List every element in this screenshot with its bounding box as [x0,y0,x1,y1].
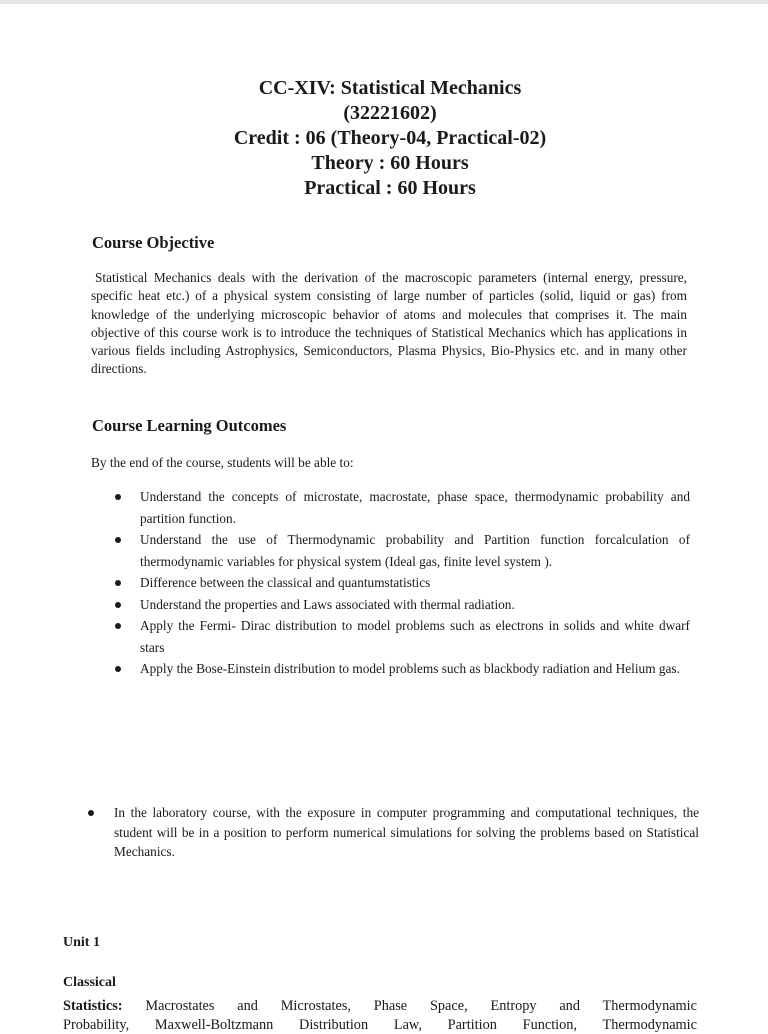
list-item: Apply the Bose-Einstein distribution to model problems such as blackbody radiation and Helium gas. [114,658,690,680]
list-item: Understand the use of Thermodynamic probability and Partition function forcalculation of thermodynamic variables for physical system (Ideal gas, finite level system ). [114,529,690,572]
theory-hours: Theory : 60 Hours [311,152,469,174]
list-item: Apply the Fermi- Dirac distribution to model problems such as electrons in solids and white dwarf stars [114,615,690,658]
unit-sub-label: Classical [63,975,116,990]
statistics-label: Statistics: [63,998,123,1014]
list-item: Understand the properties and Laws associated with thermal radiation. [114,594,690,616]
course-code: (32221602) [343,102,437,124]
objective-text: Statistical Mechanics deals with the derivation of the macroscopic parameters (internal energy, pressure, specific heat etc.) of a physical system consisting of large number of particles (solid, liquid or gas) from knowledge of the underlying microscopic behavior of atoms and molecules that comprises it. The main objective of this course work is to introduce the techniques of Statistical Mechanics which has applications in various fields including Astrophysics, Semiconductors, Plasma Physics, Bio-Physics etc. and in many other directions. [91,270,687,377]
objective-heading: Course Objective [92,233,215,252]
unit-label: Unit 1 [63,935,100,950]
list-item: In the laboratory course, with the exposure in computer programming and computational techniques, the student will be in a position to perform numerical simulations for solving the problems based on Statistical Mechanics. [87,803,699,862]
cut-off-line: Probability, Maxwell-Boltzmann Distribution Law, Partition Function, Thermodynamic [63,1017,697,1033]
top-edge [0,0,768,4]
outcomes-list [114,486,690,680]
outcomes-heading: Course Learning Outcomes [92,416,287,435]
statistics-line [63,998,697,1015]
list-item: Understand the concepts of microstate, macrostate, phase space, thermodynamic probability and partition function. [114,486,690,529]
course-header [0,76,768,201]
list-item: Difference between the classical and quantumstatistics [114,572,690,594]
credit-line: Credit : 06 (Theory-04, Practical-02) [233,127,547,149]
practical-hours: Practical : 60 Hours [304,177,476,199]
outcomes-intro: By the end of the course, students will be able to: [91,455,354,470]
statistics-text: Macrostates and Microstates, Phase Space, Entropy and Thermodynamic [145,998,697,1014]
course-title: CC-XIV: Statistical Mechanics [258,77,522,99]
lab-list [87,803,699,862]
